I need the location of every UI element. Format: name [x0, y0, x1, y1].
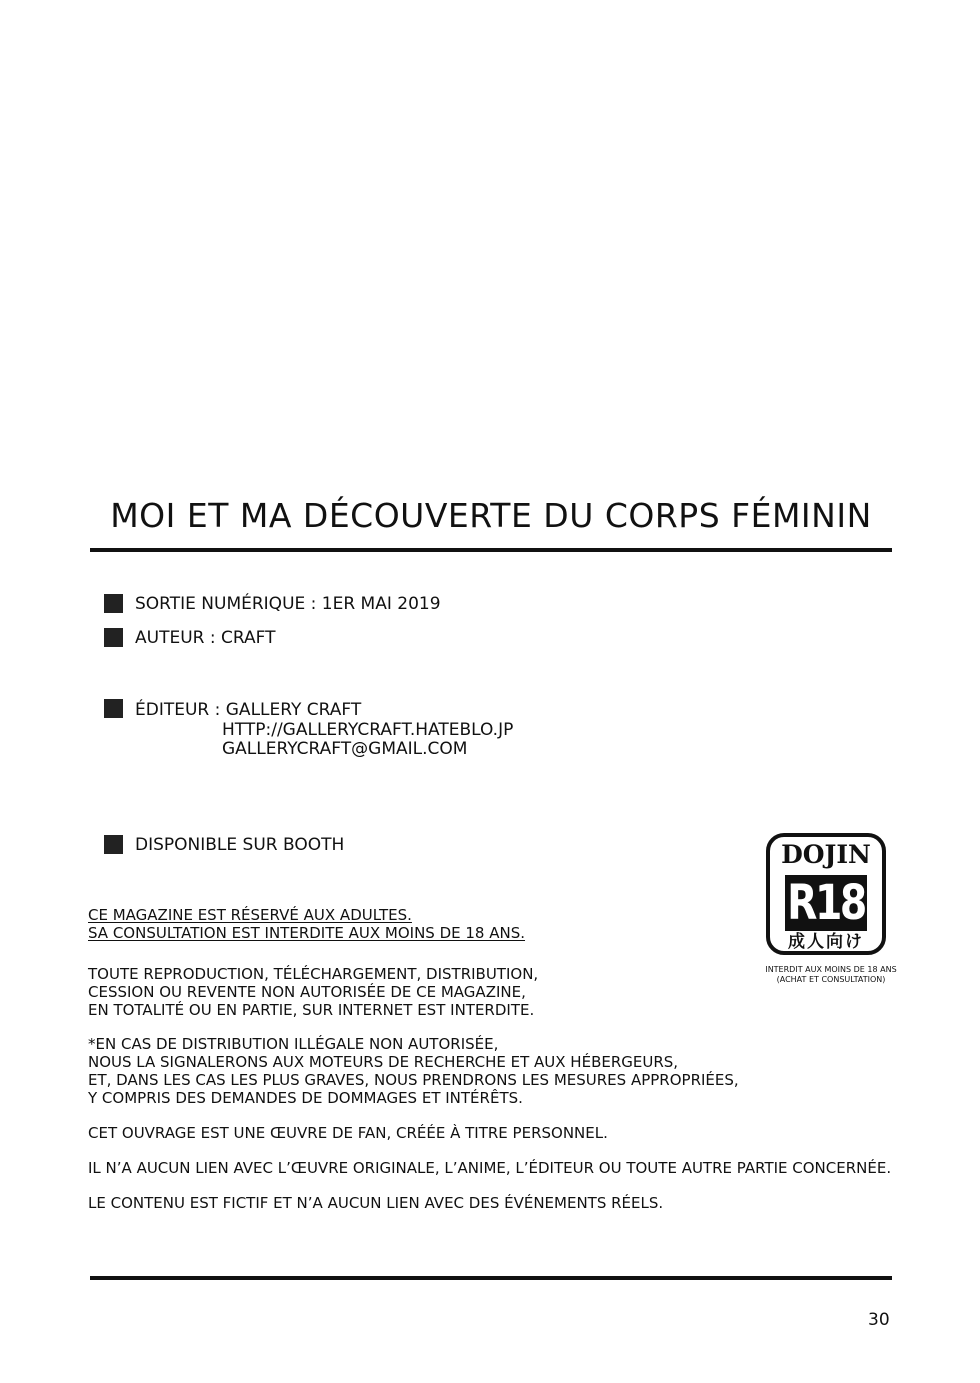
- dojin-r18-badge: [766, 833, 886, 955]
- title-rule: [90, 548, 892, 552]
- illegal-line: Y COMPRIS DES DEMANDES DE DOMMAGES ET INTÉRÊTS.: [88, 1089, 523, 1107]
- badge-dojin-label: DOJIN: [781, 840, 871, 869]
- reproduction-line: TOUTE REPRODUCTION, TÉLÉCHARGEMENT, DISTRIBUTION,: [88, 965, 539, 983]
- illegal-line: *EN CAS DE DISTRIBUTION ILLÉGALE NON AUTORISÉE,: [88, 1035, 499, 1053]
- publisher: ÉDITEUR : GALLERY CRAFT: [135, 700, 362, 720]
- reproduction-line: EN TOTALITÉ OU EN PARTIE, SUR INTERNET EST INTERDITE.: [88, 1001, 535, 1019]
- badge-rating: R18: [785, 875, 867, 931]
- page-number: 30: [868, 1310, 890, 1330]
- author: AUTEUR : CRAFT: [135, 628, 276, 648]
- release-date: SORTIE NUMÉRIQUE : 1ER MAI 2019: [135, 594, 441, 614]
- bullet-square-icon: [104, 835, 123, 854]
- fiction-notice: LE CONTENU EST FICTIF ET N’A AUCUN LIEN AVEC DES ÉVÉNEMENTS RÉELS.: [88, 1194, 664, 1212]
- illegal-distribution-notice: [88, 1035, 739, 1107]
- publisher-url: HTTP://GALLERYCRAFT.HATEBLO.JP: [222, 720, 514, 740]
- no-affiliation-notice: IL N’A AUCUN LIEN AVEC L’ŒUVRE ORIGINALE, L’ANIME, L’ÉDITEUR OU TOUTE AUTRE PARTIE CONCERNÉE.: [88, 1159, 892, 1177]
- illegal-line: NOUS LA SIGNALERONS AUX MOTEURS DE RECHERCHE ET AUX HÉBERGEURS,: [88, 1053, 679, 1071]
- bullet-square-icon: [104, 628, 123, 647]
- bullet-square-icon: [104, 699, 123, 718]
- publisher-email: GALLERYCRAFT@GMAIL.COM: [222, 739, 468, 759]
- fan-work-notice: CET OUVRAGE EST UNE ŒUVRE DE FAN, CRÉÉE À TITRE PERSONNEL.: [88, 1124, 608, 1142]
- badge-note-purchase: (ACHAT ET CONSULTATION): [776, 975, 886, 984]
- badge-note-age: INTERDIT AUX MOINS DE 18 ANS: [765, 965, 897, 974]
- page-title: MOI ET MA DÉCOUVERTE DU CORPS FÉMININ: [110, 496, 872, 535]
- availability: DISPONIBLE SUR BOOTH: [135, 835, 345, 855]
- adult-notice: [88, 906, 525, 942]
- reproduction-notice: [88, 965, 538, 1019]
- adult-notice-line: SA CONSULTATION EST INTERDITE AUX MOINS DE 18 ANS.: [88, 924, 526, 942]
- adult-notice-line: CE MAGAZINE EST RÉSERVÉ AUX ADULTES.: [88, 906, 412, 924]
- illegal-line: ET, DANS LES CAS LES PLUS GRAVES, NOUS PRENDRONS LES MESURES APPROPRIÉES,: [88, 1071, 739, 1089]
- footer-rule: [90, 1276, 892, 1280]
- bullet-square-icon: [104, 594, 123, 613]
- badge-japanese-label: 成人向け: [788, 932, 864, 952]
- reproduction-line: CESSION OU REVENTE NON AUTORISÉE DE CE MAGAZINE,: [88, 983, 526, 1001]
